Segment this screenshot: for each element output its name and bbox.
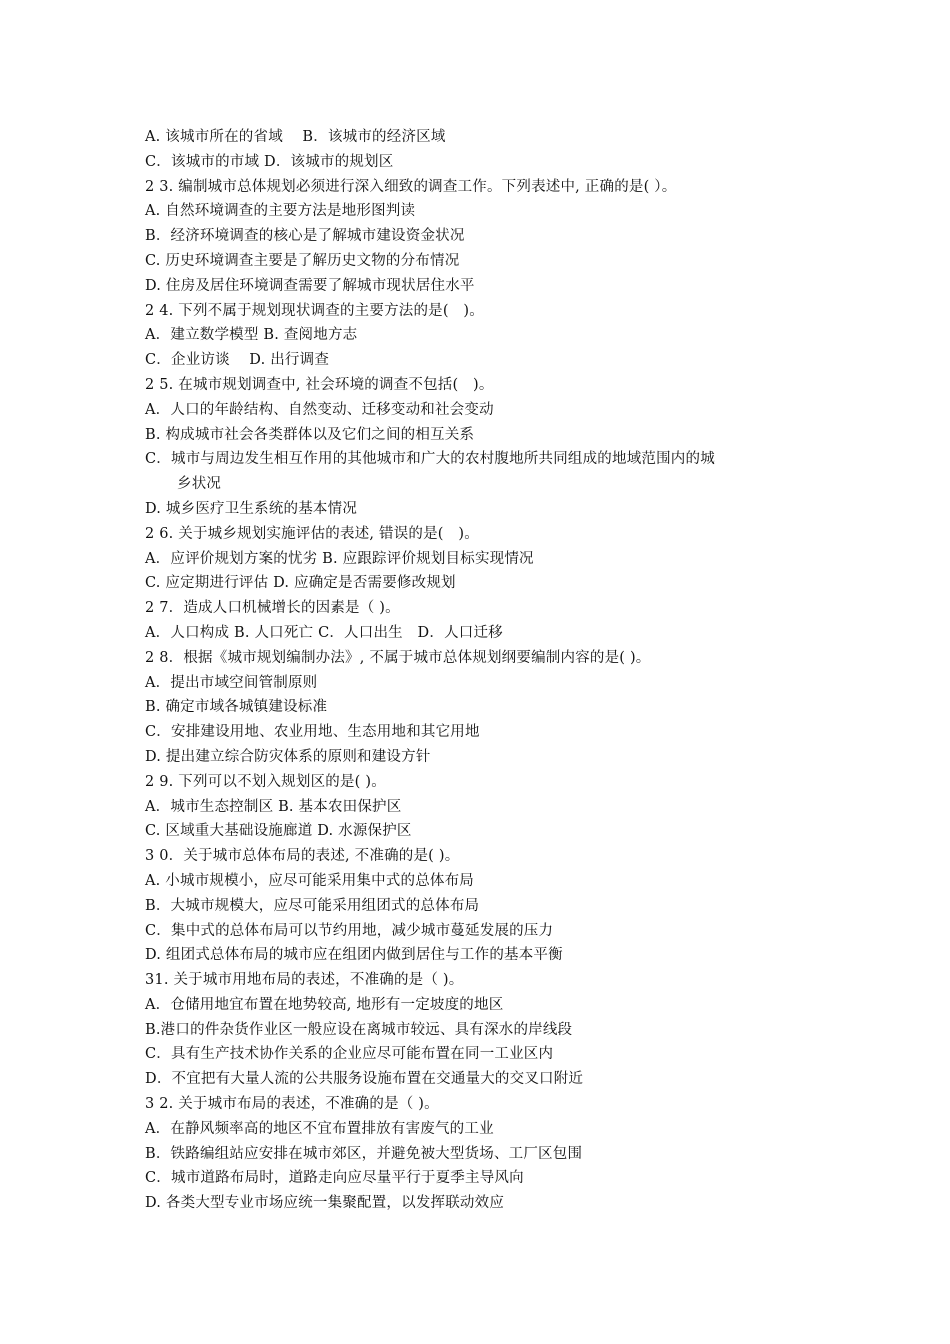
option-line: D．不宜把有大量人流的公共服务设施布置在交通量大的交叉口附近 (145, 1071, 584, 1088)
option-line: D. 住房及居住环境调查需要了解城市现状居住水平 (145, 277, 475, 294)
option-line: A．提出市域空间管制原则 (145, 674, 318, 691)
question-32: 3 2. 关于城市布局的表述，不准确的是（ )。 (145, 1096, 439, 1113)
option-line: B．经济环境调查的核心是了解城市建设资金状况 (145, 228, 465, 245)
question-26: 2 6. 关于城乡规划实施评估的表述, 错误的是( )。 (145, 525, 479, 542)
option-line: C．该城市的市域 D．该城市的规划区 (145, 153, 394, 170)
option-line: A．人口构成 B. 人口死亡 C．人口出生 D．人口迁移 (145, 624, 503, 641)
option-line: B. 构成城市社会各类群体以及它们之间的相互关系 (145, 426, 475, 443)
question-27: 2 7．造成人口机械增长的因素是（ )。 (145, 600, 400, 617)
option-line: B．铁路编组站应安排在城市郊区，并避免被大型货场、工厂区包围 (145, 1145, 583, 1162)
option-line: D. 组团式总体布局的城市应在组团内做到居住与工作的基本平衡 (145, 947, 563, 964)
option-line: A. 自然环境调查的主要方法是地形图判读 (145, 203, 416, 220)
question-24: 2 4. 下列不属于规划现状调查的主要方法的是( )。 (145, 302, 484, 319)
option-line: B. 确定市域各城镇建设标准 (145, 699, 328, 716)
option-line: A．仓储用地宜布置在地势较高, 地形有一定坡度的地区 (145, 996, 504, 1013)
option-line: C. 历史环境调查主要是了解历史文物的分布情况 (145, 252, 460, 269)
option-line: A．人口的年龄结构、自然变动、迁移变动和社会变动 (145, 401, 494, 418)
option-line: C. 应定期进行评估 D. 应确定是否需要修改规划 (145, 575, 456, 592)
option-line: A．在静风频率高的地区不宜布置排放有害废气的工业 (145, 1120, 494, 1137)
option-line: D. 城乡医疗卫生系统的基本情况 (145, 500, 358, 517)
option-line: C．集中式的总体布局可以节约用地，减少城市蔓延发展的压力 (145, 922, 554, 939)
option-line: C．城市道路布局时，道路走向应尽量平行于夏季主导风向 (145, 1170, 524, 1187)
option-line: A. 小城市规模小，应尽可能采用集中式的总体布局 (145, 872, 474, 889)
option-line: A. 该城市所在的省域 B．该城市的经济区域 (145, 129, 446, 145)
option-line: A．城市生态控制区 B. 基本农田保护区 (145, 798, 402, 815)
option-line-continued: 乡状况 (177, 476, 222, 493)
option-line: C．安排建设用地、农业用地、生态用地和其它用地 (145, 724, 480, 741)
question-23: 2 3. 编制城市总体规划必须进行深入细致的调查工作。下列表述中, 正确的是( ）。 (145, 178, 677, 195)
question-28: 2 8．根据《城市规划编制办法》, 不属于城市总体规划纲要编制内容的是( )。 (145, 649, 651, 666)
option-line: A．建立数学模型 B. 查阅地方志 (145, 327, 358, 344)
option-line: C．具有生产技术协作关系的企业应尽可能布置在同一工业区内 (145, 1046, 554, 1063)
option-line: C．城市与周边发生相互作用的其他城市和广大的农村腹地所共同组成的地域范围内的城 (145, 451, 715, 468)
option-line: C．企业访谈 D. 出行调查 (145, 352, 330, 369)
option-line: D. 各类大型专业市场应统一集聚配置，以发挥联动效应 (145, 1195, 505, 1212)
option-line: B.港口的件杂货作业区一般应设在离城市较远、具有深水的岸线段 (145, 1021, 573, 1038)
question-29: 2 9. 下列可以不划入规划区的是( )。 (145, 773, 386, 790)
question-25: 2 5. 在城市规划调查中, 社会环境的调查不包括( )。 (145, 376, 494, 393)
question-text-block (145, 125, 845, 1216)
option-line: D. 提出建立综合防灾体系的原则和建设方针 (145, 748, 431, 765)
option-line: C. 区域重大基础设施廊道 D. 水源保护区 (145, 823, 412, 840)
option-line: B．大城市规模大，应尽可能采用组团式的总体布局 (145, 897, 480, 914)
question-31: 31. 关于城市用地布局的表述，不准确的是（ )。 (145, 972, 464, 989)
option-line: A．应评价规划方案的忧劣 B. 应跟踪评价规划目标实现情况 (145, 550, 534, 567)
question-30: 3 0．关于城市总体布局的表述, 不准确的是( )。 (145, 848, 460, 865)
